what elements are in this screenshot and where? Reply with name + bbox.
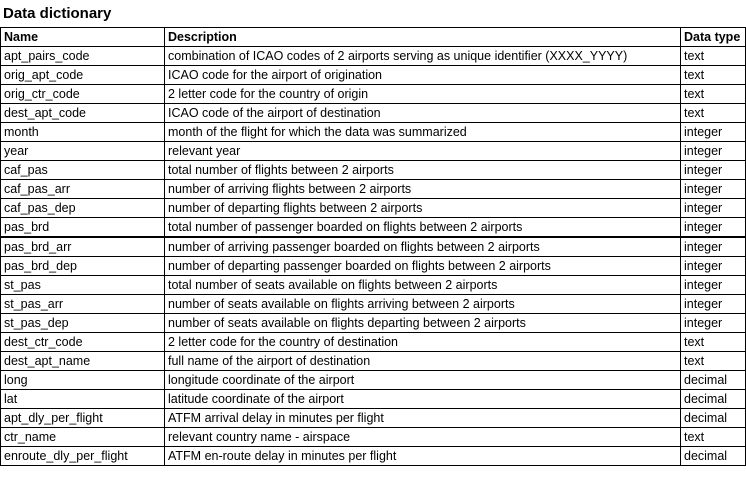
cell-description: ICAO code for the airport of origination [165, 66, 681, 85]
header-row [1, 28, 746, 47]
cell-name: st_pas_dep [1, 314, 165, 333]
data-dictionary-table [0, 27, 746, 466]
cell-data-type: integer [681, 180, 746, 199]
cell-data-type: integer [681, 276, 746, 295]
cell-data-type: text [681, 85, 746, 104]
cell-data-type: integer [681, 257, 746, 276]
cell-description: 2 letter code for the country of destination [165, 333, 681, 352]
cell-name: dest_apt_name [1, 352, 165, 371]
cell-description: longitude coordinate of the airport [165, 371, 681, 390]
column-header-name: Name [1, 28, 165, 47]
cell-data-type: integer [681, 237, 746, 257]
cell-description: full name of the airport of destination [165, 352, 681, 371]
cell-name: lat [1, 390, 165, 409]
cell-description: ATFM en-route delay in minutes per flight [165, 447, 681, 466]
table-row [1, 161, 746, 180]
table-row [1, 104, 746, 123]
page-title: Data dictionary [3, 5, 112, 22]
table-row [1, 199, 746, 218]
cell-description: number of departing passenger boarded on flights between 2 airports [165, 257, 681, 276]
table-row [1, 314, 746, 333]
table-row [1, 123, 746, 142]
table-row [1, 409, 746, 428]
cell-data-type: decimal [681, 409, 746, 428]
cell-data-type: integer [681, 314, 746, 333]
cell-name: caf_pas [1, 161, 165, 180]
cell-description: total number of seats available on flights between 2 airports [165, 276, 681, 295]
table-row [1, 390, 746, 409]
table-row [1, 47, 746, 66]
column-header-description: Description [165, 28, 681, 47]
cell-name: st_pas_arr [1, 295, 165, 314]
table-row [1, 352, 746, 371]
table-row [1, 295, 746, 314]
cell-description: relevant country name - airspace [165, 428, 681, 447]
cell-data-type: integer [681, 218, 746, 238]
cell-description: relevant year [165, 142, 681, 161]
cell-data-type: decimal [681, 371, 746, 390]
table-row [1, 333, 746, 352]
cell-name: dest_apt_code [1, 104, 165, 123]
cell-name: pas_brd_arr [1, 237, 165, 257]
cell-data-type: text [681, 104, 746, 123]
cell-name: pas_brd_dep [1, 257, 165, 276]
cell-description: ICAO code of the airport of destination [165, 104, 681, 123]
cell-name: orig_ctr_code [1, 85, 165, 104]
cell-name: caf_pas_arr [1, 180, 165, 199]
cell-name: apt_dly_per_flight [1, 409, 165, 428]
cell-data-type: integer [681, 199, 746, 218]
cell-name: year [1, 142, 165, 161]
cell-name: long [1, 371, 165, 390]
cell-description: total number of passenger boarded on flights between 2 airports [165, 218, 681, 238]
table-row [1, 66, 746, 85]
cell-data-type: integer [681, 142, 746, 161]
cell-name: month [1, 123, 165, 142]
cell-data-type: decimal [681, 447, 746, 466]
cell-name: pas_brd [1, 218, 165, 238]
cell-description: ATFM arrival delay in minutes per flight [165, 409, 681, 428]
cell-description: number of arriving flights between 2 airports [165, 180, 681, 199]
table-row [1, 257, 746, 276]
cell-data-type: decimal [681, 390, 746, 409]
cell-description: combination of ICAO codes of 2 airports serving as unique identifier (XXXX_YYYY) [165, 47, 681, 66]
cell-description: number of seats available on flights arriving between 2 airports [165, 295, 681, 314]
cell-data-type: integer [681, 123, 746, 142]
table-row [1, 447, 746, 466]
cell-description: 2 letter code for the country of origin [165, 85, 681, 104]
table-row [1, 276, 746, 295]
cell-description: number of departing flights between 2 airports [165, 199, 681, 218]
table-row [1, 218, 746, 238]
cell-description: latitude coordinate of the airport [165, 390, 681, 409]
cell-data-type: text [681, 47, 746, 66]
cell-description: number of seats available on flights departing between 2 airports [165, 314, 681, 333]
table-row [1, 85, 746, 104]
cell-name: dest_ctr_code [1, 333, 165, 352]
cell-data-type: text [681, 428, 746, 447]
table-row [1, 371, 746, 390]
cell-description: month of the flight for which the data was summarized [165, 123, 681, 142]
table-row [1, 142, 746, 161]
table-row [1, 428, 746, 447]
column-header-data-type: Data type [681, 28, 746, 47]
cell-name: orig_apt_code [1, 66, 165, 85]
cell-name: enroute_dly_per_flight [1, 447, 165, 466]
cell-name: ctr_name [1, 428, 165, 447]
cell-data-type: text [681, 333, 746, 352]
cell-data-type: text [681, 66, 746, 85]
table-row [1, 180, 746, 199]
cell-name: st_pas [1, 276, 165, 295]
cell-data-type: text [681, 352, 746, 371]
cell-data-type: integer [681, 161, 746, 180]
cell-description: total number of flights between 2 airports [165, 161, 681, 180]
cell-description: number of arriving passenger boarded on flights between 2 airports [165, 237, 681, 257]
cell-name: caf_pas_dep [1, 199, 165, 218]
cell-name: apt_pairs_code [1, 47, 165, 66]
table-row [1, 237, 746, 257]
cell-data-type: integer [681, 295, 746, 314]
